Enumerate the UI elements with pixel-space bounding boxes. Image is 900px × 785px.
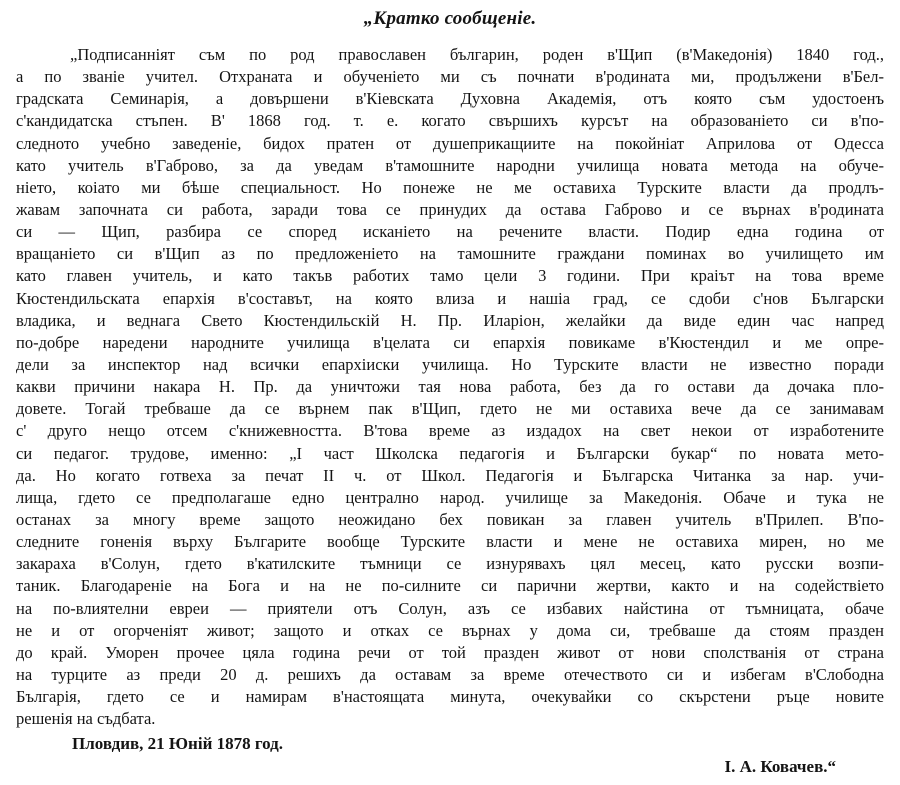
text-line: „Подписанніят съм по род православен българин, роден в'Щип (в'Македонія) 1840 год., bbox=[70, 45, 884, 64]
text-line: останах за многу време защото неожидано бех повикан за главен учитель в'Прилеп. В'по- bbox=[16, 509, 884, 529]
text-line: си педагог. трудове, именно: „I част Школска педагогія и Български букар“ по новата мето- bbox=[16, 443, 884, 463]
text-line: таник. Благодареніе на Бога и на не по-силните си парични жертви, както и на содействіето bbox=[16, 576, 884, 596]
text-line: закараха в'Солун, гдето в'катилските тъмници се изнурявахъ цял месец, като русски возпи- bbox=[16, 554, 884, 574]
signature-name: I. А. Ковачев.“ bbox=[724, 757, 836, 776]
text-line: дели за инспектор над всички епархіиски училища. Но Турските власти не известно поради bbox=[16, 354, 884, 374]
text-line: по-добре наредени народните училища в'целата си епархія повикаме в'Кюстендил и ме опре- bbox=[16, 332, 884, 352]
text-line: градската Семинарія, а довършени в'Кіевската Духовна Академія, отъ която съм удостоенъ bbox=[16, 89, 884, 109]
text-line: с'кандидатска стъпен. В' 1868 год. т. е. когато свършихъ курсът на образованіето си в'по- bbox=[16, 111, 884, 131]
text-line: Българія, гдето се и намирам в'настоящата минута, очекувайки со скърстени ръце новите bbox=[16, 687, 884, 707]
text-line: като учитель в'Габрово, за да уведам в'тамошните народни училища новата метода на обуче- bbox=[16, 155, 884, 175]
text-line: си — Щип, разбира се според исканіето на речените власти. Подир една година от bbox=[16, 222, 884, 242]
text-line: на по-влиятелни евреи — приятели отъ Солун, азъ се избавих найстина от тъмницата, обаче bbox=[16, 598, 884, 618]
document-title: „Кратко сообщеніе. bbox=[363, 8, 537, 29]
text-line: лища, гдето се предполагаше едно централно народ. училище за Македонія. Обаче и тука не bbox=[16, 487, 884, 507]
text-line: на турците аз преди 20 д. решихъ да оставам за време отечеството си и избегам в'Слободна bbox=[16, 664, 884, 684]
text-line: като главен учитель, и като такъв работих тамо цели 3 години. При краіът на това време bbox=[16, 266, 884, 286]
text-line: до край. Уморен прочее цяла година речи от той празден живот от нови сполстванія от страна bbox=[16, 642, 884, 662]
text-line: довете. Тогай требваше да се върнем пак в'Щип, гдето не ми оставиха вече да се занимавам bbox=[16, 399, 884, 419]
text-line: какви причини накара Н. Пр. да уничтожи тая нова работа, без да го остави да дочака пло- bbox=[16, 377, 884, 397]
text-line: жавам започната си работа, заради това се принудих да остава Габрово и се върнах в'родината bbox=[16, 199, 884, 219]
text-line: решенія на съдбата. bbox=[16, 709, 156, 729]
place-and-date: Пловдив, 21 Юній 1878 год. bbox=[72, 734, 284, 753]
text-line: с' друго нещо отсем с'книжевността. В'това време аз издадох на свет некои от изработените bbox=[16, 421, 884, 441]
text-line: следното учебно заведеніе, бидох пратен от душеприкащиите на покойніат Априлова от Одесса bbox=[16, 133, 884, 153]
text-line: а по званіе учител. Отхраната и обученіето ми съ почнати в'родината ми, продължени в'Бел- bbox=[16, 67, 884, 87]
text-line: владика, и веднага Свето Кюстендильскій Н. Пр. Иларіон, желайки да виде един час напред bbox=[16, 310, 884, 330]
text-line: да. Но когато готвеха за печат II ч. от Школ. Педагогія и Българска Читанка за нар. учи- bbox=[16, 465, 884, 485]
text-line: следните гоненія върху Българите вообще Турските власти и мене не оставиха мирен, но ме bbox=[16, 532, 884, 552]
text-line: не и от огорченіят живот; защото и отках се върнах у дома си, требваше да стоям празден bbox=[16, 620, 884, 640]
text-line: ніето, коіато ми бѣше специальност. Но понеже не ме оставиха Турските власти да продлъ- bbox=[16, 177, 884, 197]
text-line: Кюстендильската епархія в'составът, на която влиза и нашіа град, се сдоби с'нов Български bbox=[16, 288, 884, 308]
letter-body bbox=[16, 44, 884, 730]
text-line: вращаніето си в'Щип аз по предложеніето на тамошните граждани поминах во училището им bbox=[16, 244, 884, 264]
